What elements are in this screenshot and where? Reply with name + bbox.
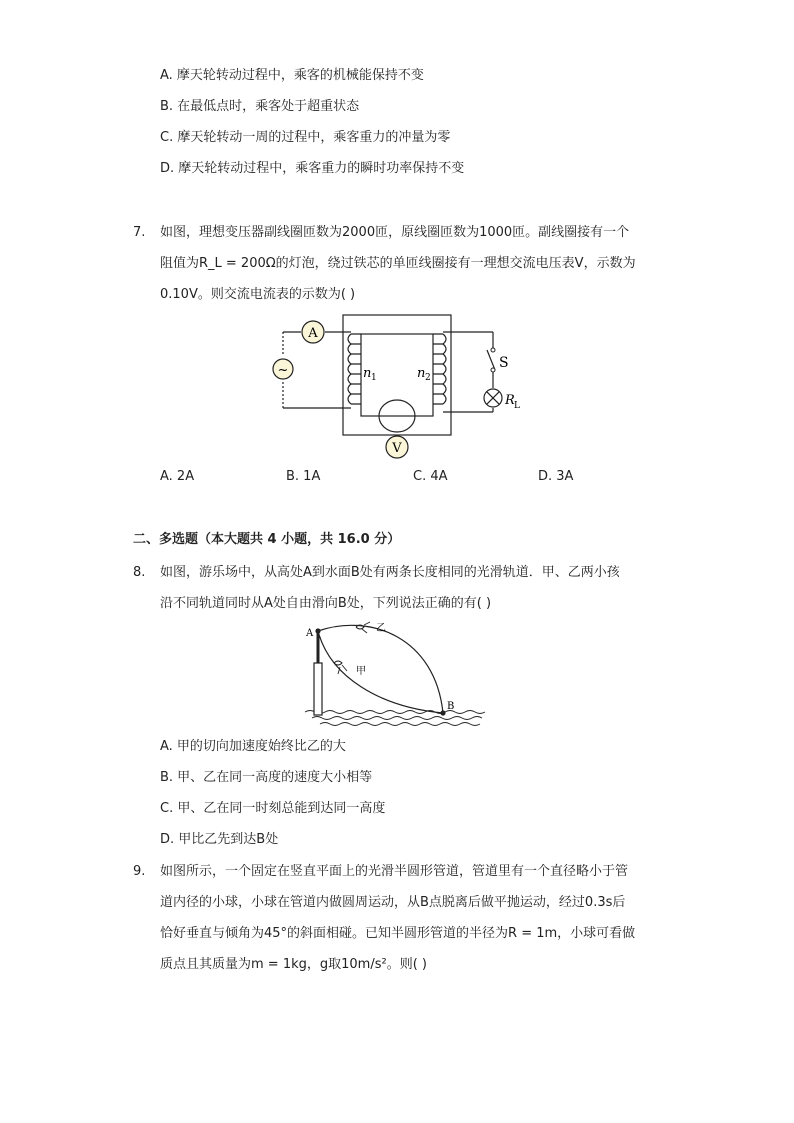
q6-option-d: D. 摩天轮转动过程中，乘客重力的瞬时功率保持不变	[160, 161, 465, 176]
q8-line-2: 沿不同轨道同时从A处自由滑向B处，下列说法正确的有( )	[160, 596, 492, 611]
track-yi	[318, 625, 443, 713]
point-b-dot	[440, 710, 445, 715]
q6-option-a: A. 摩天轮转动过程中，乘客的机械能保持不变	[160, 68, 424, 83]
point-a-dot	[315, 628, 320, 633]
label-b: B	[447, 701, 455, 712]
tower-post	[314, 663, 322, 715]
q8-option-c: C. 甲、乙在同一时刻总能到达同一高度	[160, 801, 386, 816]
q7-number: 7.	[133, 225, 146, 240]
label-a: A	[306, 628, 314, 639]
lamp-sub: L	[514, 401, 520, 411]
secondary-coil	[433, 334, 443, 404]
q9-line-4: 质点且其质量为m = 1kg，g取10m/s²。则( )	[160, 957, 427, 972]
q6-option-b: B. 在最低点时，乘客处于超重状态	[160, 99, 360, 114]
switch-label: S	[499, 355, 509, 371]
q7-line-2: 阻值为R_L = 200Ω的灯泡，绕过铁芯的单匝线圈接有一理想交流电压表V，示数为	[160, 256, 636, 271]
q7-answer-a: A. 2A	[160, 469, 195, 484]
ammeter-label: A	[308, 326, 318, 341]
section-title: 二、多选题（本大题共 4 小题，共 16.0 分）	[133, 532, 401, 547]
q9-number: 9.	[133, 864, 146, 879]
n1-sub: 1	[371, 373, 377, 383]
track-jia	[318, 631, 443, 713]
q8-number: 8.	[133, 565, 146, 580]
q7-answer-d: D. 3A	[538, 469, 574, 484]
q8-option-a: A. 甲的切向加速度始终比乙的大	[160, 739, 346, 754]
q9-line-1: 如图所示，一个固定在竖直平面上的光滑半圆形管道，管道里有一个直径略小于管	[160, 864, 629, 879]
q8-option-d: D. 甲比乙先到达B处	[160, 832, 279, 847]
q8-line-1: 如图，游乐场中，从高处A到水面B处有两条长度相同的光滑轨道．甲、乙两小孩	[160, 565, 620, 580]
switch-blade	[487, 350, 495, 370]
n2-sub: 2	[425, 373, 431, 383]
q7-answer-c: C. 4A	[413, 469, 448, 484]
q8-slide-figure	[300, 617, 495, 729]
q8-option-b: B. 甲、乙在同一高度的速度大小相等	[160, 770, 373, 785]
child-yi-icon	[356, 622, 370, 633]
voltmeter-label: V	[392, 441, 402, 456]
n2-label: n	[417, 366, 426, 381]
label-jia: 甲	[356, 666, 366, 677]
iron-core-outer	[343, 315, 451, 435]
primary-coil	[351, 334, 361, 404]
child-jia-icon	[334, 661, 347, 674]
water-surface	[305, 711, 485, 726]
q7-answer-b: B. 1A	[286, 469, 321, 484]
q9-line-3: 恰好垂直与倾角为45°的斜面相碰。已知半圆形管道的半径为R = 1m，小球可看做	[160, 926, 636, 941]
n1-label: n	[363, 366, 372, 381]
q7-line-3: 0.10V。则交流电流表的示数为( )	[160, 287, 356, 302]
label-yi: 乙	[376, 623, 386, 634]
lamp-label: R	[505, 393, 515, 408]
q7-transformer-figure	[265, 312, 525, 464]
q9-line-2: 道内径的小球，小球在管道内做圆周运动，从B点脱离后做平抛运动，经过0.3s后	[160, 895, 626, 910]
q7-line-1: 如图，理想变压器副线圈匝数为2000匝，原线圈匝数为1000匝。副线圈接有一个	[160, 225, 630, 240]
ac-source-label: ~	[277, 363, 289, 378]
q6-option-c: C. 摩天轮转动一周的过程中，乘客重力的冲量为零	[160, 130, 451, 145]
